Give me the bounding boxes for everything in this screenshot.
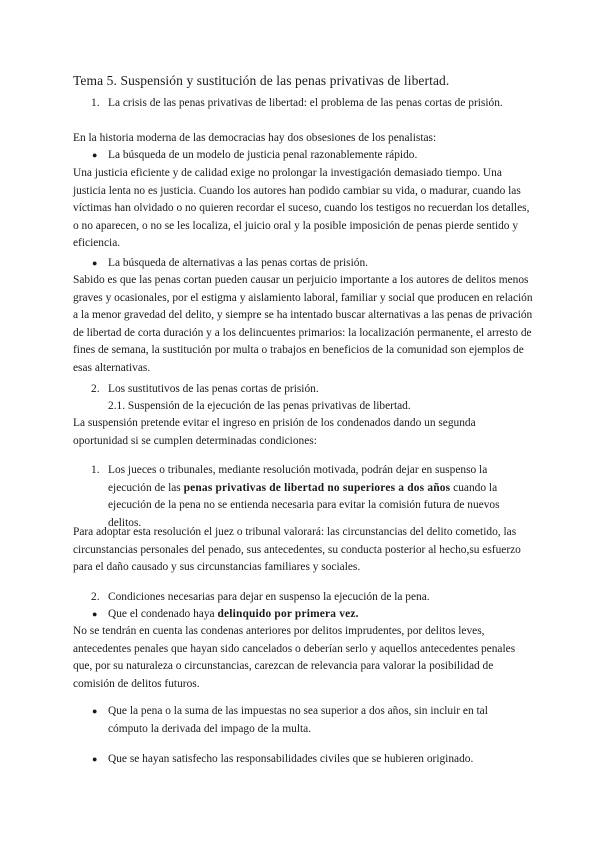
paragraph: Sabido es que las penas cortan pueden causar un perjuicio importante a los autores de delitos menos graves y ocasionales, por el estigma y aislamiento laboral, familiar y social que producen en relación a la menor gravedad del delito, y siempre se ha intentado buscar alternativas a las penas de privación de libertad de corta duración y a los delincuentes primarios: la localización permanente, el arresto de fines de semana, la sustitución por multa o trabajos en beneficios de la comunidad son ejemplos de esas alternativas. [73, 274, 533, 374]
section-heading: Los sustitutivos de las penas cortas de prisión. [108, 383, 319, 395]
section-number: 2. [91, 383, 100, 395]
paragraph: La suspensión pretende evitar el ingreso en prisión de los condenados dando un segunda oportunidad si se cumplen determinadas condiciones: [73, 417, 476, 447]
section-heading: La crisis de las penas privativas de libertad: el problema de las penas cortas de prisión. [108, 97, 503, 109]
bullet-icon: ● [92, 706, 98, 716]
list-number: 1. [91, 464, 100, 476]
emphasis-text: delinquido por primera vez. [217, 608, 359, 620]
bullet-icon: ● [92, 609, 98, 619]
bullet-icon: ● [92, 150, 98, 160]
emphasis-text: penas privativas de libertad no superiores a dos años [183, 481, 451, 494]
paragraph: Una justicia eficiente y de calidad exige no prolongar la investigación demasiado tiempo. Una justicia lenta no es justicia. Cuando los autores han podido cambiar su vida, o madurar, cuando las víctimas han olvidado o no quieren recordar el suceso, cuando los testigos no recuerdan los detalles, o no aparecen, o no se les localiza, el juicio oral y la posible imposición de penas pierde sentido y eficiencia. [73, 167, 530, 250]
page-title: Tema 5. Suspensión y sustitución de las penas privativas de libertad. [73, 73, 450, 88]
bullet-icon: ● [92, 258, 98, 268]
bullet-text: Que la pena o la suma de las impuestas no sea superior a dos años, sin incluir en tal cómputo la derivada del impago de la multa. [108, 705, 488, 735]
list-number: 2. [91, 591, 100, 603]
bullet-text: La búsqueda de alternativas a las penas cortas de prisión. [108, 257, 368, 269]
section-number: 1. [91, 97, 100, 109]
paragraph: Para adoptar esta resolución el juez o tribunal valorará: las circunstancias del delito cometido, las circunstancias personales del penado, sus antecedentes, su conducta posterior al hecho,su esfuerzo para el daño causado y sus circunstancias familiares y sociales. [73, 526, 521, 574]
bullet-text: Que el condenado haya delinquido por primera vez. [108, 608, 359, 620]
list-item-text: Los jueces o tribunales, mediante resolución motivada, podrán dejar en suspenso la ejecución de las penas privativas de libertad no superiores a dos años cuando la ejecución de la pena no se entienda necesaria para evitar la comisión futura de nuevos delitos. [108, 464, 500, 529]
paragraph: En la historia moderna de las democracias hay dos obsesiones de los penalistas: [73, 132, 437, 144]
list-item-text: Condiciones necesarias para dejar en suspenso la ejecución de la pena. [108, 591, 430, 603]
bullet-text: Que se hayan satisfecho las responsabilidades civiles que se hubieren originado. [108, 753, 474, 765]
subsection-heading: 2.1. Suspensión de la ejecución de las penas privativas de libertad. [108, 400, 411, 412]
paragraph: No se tendrán en cuenta las condenas anteriores por delitos imprudentes, por delitos leves, antecedentes penales que hayan sido cancelados o deberían serlo y aquellos antecedentes penales que, por su naturaleza o circunstancias, carezcan de relevancia para valorar la posibilidad de comisión de delitos futuros. [73, 625, 516, 690]
bullet-icon: ● [92, 754, 98, 764]
bullet-text: La búsqueda de un modelo de justicia penal razonablemente rápido. [108, 149, 418, 161]
